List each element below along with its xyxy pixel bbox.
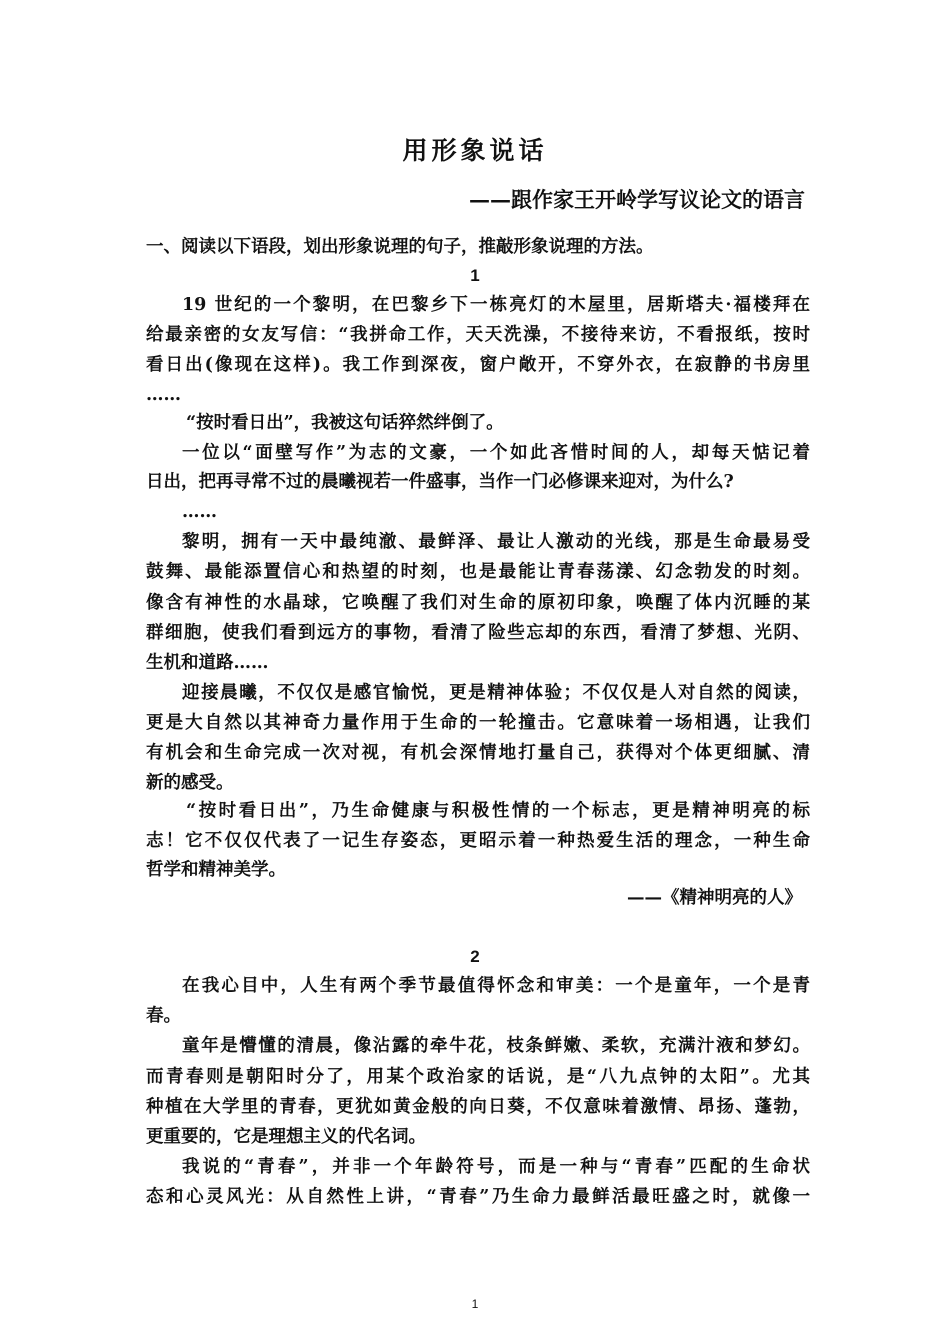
paragraph-line: 新的感受。 xyxy=(146,773,234,793)
paragraph-line: 春。 xyxy=(146,1006,181,1026)
paragraph-line: 一位以“面壁写作”为志的文豪，一个如此吝惜时间的人，却每天惦记着 xyxy=(182,443,810,463)
page-title: 用形象说话 xyxy=(402,136,548,165)
paragraph-line: 哲学和精神美学。 xyxy=(146,860,286,880)
paragraph-line: 群细胞，使我们看到远方的事物，看清了险些忘却的东西，看清了梦想、光阴、 xyxy=(146,623,810,643)
paragraph-line: …… xyxy=(182,502,217,522)
paragraph-line: 而青春则是朝阳时分了，用某个政治家的话说，是“八九点钟的太阳”。尤其 xyxy=(146,1067,810,1087)
paragraph-line: 我说的“青春”，并非一个年龄符号，而是一种与“青春”匹配的生命状 xyxy=(182,1157,810,1177)
paragraph-line: 更是大自然以其神奇力量作用于生命的一轮撞击。它意味着一场相遇，让我们 xyxy=(146,713,810,733)
paragraph-line: “按时看日出”，乃生命健康与积极性情的一个标志，更是精神明亮的标 xyxy=(186,801,810,821)
paragraph-line: 像含有神性的水晶球，它唤醒了我们对生命的原初印象，唤醒了体内沉睡的某 xyxy=(146,593,810,613)
paragraph-line: 态和心灵风光：从自然性上讲，“青春”乃生命力最鲜活最旺盛之时，就像一 xyxy=(146,1187,810,1207)
paragraph-line: 种植在大学里的青春，更犹如黄金般的向日葵，不仅意味着激情、昂扬、蓬勃， xyxy=(146,1097,810,1117)
paragraph-line: 日出，把再寻常不过的晨曦视若一件盛事，当作一门必修课来迎对，为什么? xyxy=(146,472,734,492)
paragraph-line: 志！它不仅仅代表了一记生存姿态，更昭示着一种热爱生活的理念，一种生命 xyxy=(146,831,810,851)
paragraph-line: 给最亲密的女友写信：“我拼命工作，天天洗澡，不接待来访，不看报纸，按时 xyxy=(146,325,810,345)
paragraph-line: 在我心目中，人生有两个季节最值得怀念和审美：一个是童年，一个是青 xyxy=(182,976,810,996)
paragraph-line: 童年是懵懂的清晨，像沾露的牵牛花，枝条鲜嫩、柔软，充满汁液和梦幻。 xyxy=(182,1036,810,1056)
paragraph-line: 迎接晨曦，不仅仅是感官愉悦，更是精神体验；不仅仅是人对自然的阅读， xyxy=(182,683,810,703)
paragraph-line: 生机和道路…… xyxy=(146,653,269,673)
section-2-number: 2 xyxy=(470,947,480,966)
paragraph-line: …… xyxy=(146,385,181,405)
paragraph-line: “按时看日出”，我被这句话猝然绊倒了。 xyxy=(186,413,504,433)
paragraph-line: 有机会和生命完成一次对视，有机会深情地打量自己，获得对个体更细腻、清 xyxy=(146,743,810,763)
page-number: 1 xyxy=(471,1297,479,1311)
page-subtitle: ——跟作家王开岭学写议论文的语言 xyxy=(469,187,805,212)
paragraph-line: 更重要的，它是理想主义的代名词。 xyxy=(146,1127,426,1147)
paragraph-line: 19 世纪的一个黎明，在巴黎乡下一栋亮灯的木屋里，居斯塔夫·福楼拜在 xyxy=(182,295,810,315)
source-citation: ——《精神明亮的人》 xyxy=(627,888,802,908)
paragraph-line: 黎明，拥有一天中最纯澈、最鲜泽、最让人激动的光线，那是生命最易受 xyxy=(182,532,810,552)
section-1-number: 1 xyxy=(470,266,480,285)
instruction-heading: 一、阅读以下语段，划出形象说理的句子，推敲形象说理的方法。 xyxy=(146,237,654,257)
paragraph-line: 看日出(像现在这样)。我工作到深夜，窗户敞开，不穿外衣，在寂静的书房里 xyxy=(146,355,810,375)
paragraph-line: 鼓舞、最能添置信心和热望的时刻，也是最能让青春荡漾、幻念勃发的时刻。 xyxy=(146,562,810,582)
